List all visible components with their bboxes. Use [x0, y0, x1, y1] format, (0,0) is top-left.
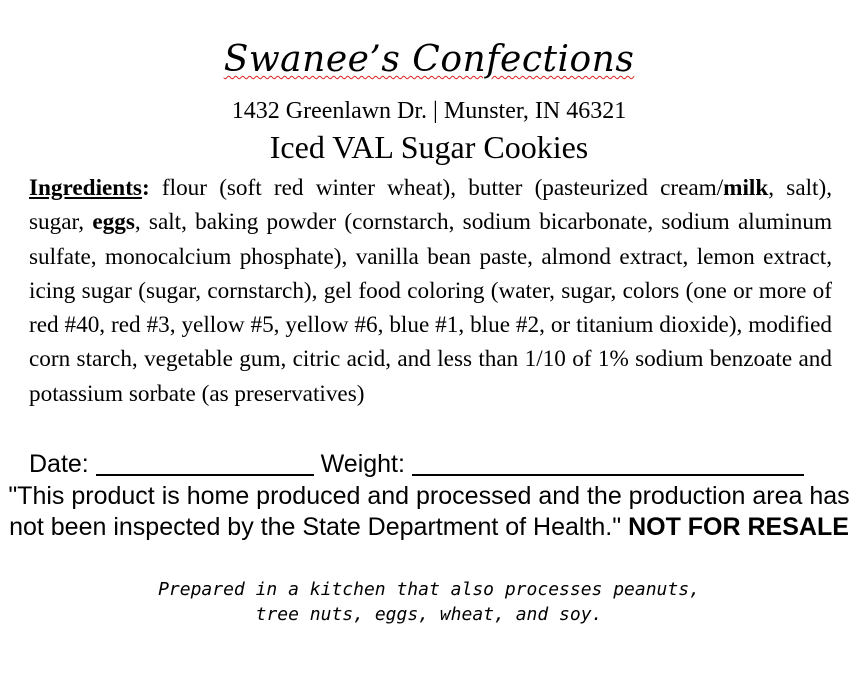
not-for-resale: NOT FOR RESALE	[628, 513, 849, 541]
weight-blank-line	[412, 452, 804, 476]
ingredients-text-2: , salt), sugar,	[29, 175, 833, 236]
brand-name-text: Swanee’s Confections	[223, 39, 635, 80]
ingredients-heading-colon: :	[141, 175, 150, 201]
ingredients-heading	[29, 175, 150, 201]
date-label: Date:	[29, 450, 96, 478]
allergen-line-1: Prepared in a kitchen that also processes peanuts,	[158, 579, 700, 600]
health-department-notice	[0, 481, 858, 543]
date-blank-line	[96, 452, 314, 476]
allergen-statement	[0, 577, 858, 627]
ingredients-text-1: flour (soft red winter wheat), butter (pasteurized cream/	[149, 175, 724, 201]
ingredients-text-3: , salt, baking powder (cornstarch, sodium bicarbonate, sodium aluminum sulfate, monocalcium phosphate), vanilla bean paste, almond extract, lemon extract, icing sugar (sugar, cornstarch), gel food coloring (water, sugar, colors (one or more of red #40, red #3, yellow #5, yellow #6, blue #1, blue #2, or titanium dioxide), modified corn starch, vegetable gum, citric acid, and less than 1/10 of 1% sodium benzoate and potassium sorbate (as preservatives)	[29, 209, 832, 407]
allergen-line-2: tree nuts, eggs, wheat, and soy.	[255, 604, 603, 625]
product-name: Iced VAL Sugar Cookies	[269, 129, 589, 165]
allergen-milk: milk	[723, 175, 769, 201]
notice-text: "This product is home produced and processed and the production area has not been inspected by the State Department of Health."	[8, 482, 850, 541]
weight-label: Weight:	[313, 450, 412, 478]
ingredients-list	[29, 171, 832, 411]
brand-name	[0, 36, 858, 84]
business-address: 1432 Greenlawn Dr. | Munster, IN 46321	[231, 98, 627, 124]
date-weight-fields	[29, 448, 849, 480]
ingredients-heading-word: Ingredients	[29, 175, 142, 201]
allergen-eggs: eggs	[92, 209, 135, 236]
